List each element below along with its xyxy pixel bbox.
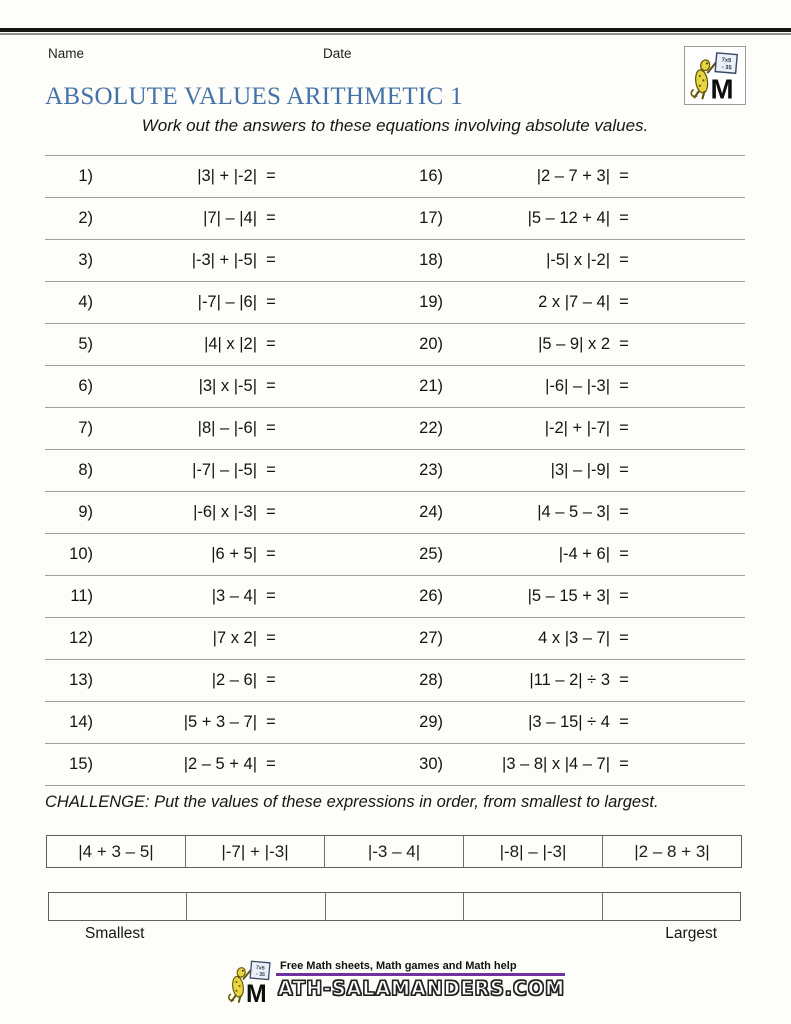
problem-expression: |-2| + |-7| [544, 419, 610, 437]
equals-sign: = [266, 377, 276, 395]
equals-sign: = [619, 587, 629, 605]
equals-sign: = [266, 251, 276, 269]
problem-number: 19) [419, 293, 443, 311]
answer-space[interactable] [638, 324, 745, 365]
answer-space[interactable] [285, 534, 395, 575]
problem-number: 18) [419, 251, 443, 269]
problem-number: 23) [419, 461, 443, 479]
answer-space[interactable] [285, 744, 395, 785]
problem-expression: |4| x |2| [204, 335, 257, 353]
problem-number: 30) [419, 755, 443, 773]
meta-row [0, 46, 791, 64]
page-title: ABSOLUTE VALUES ARITHMETIC 1 [45, 83, 463, 110]
equals-sign: = [619, 545, 629, 563]
problem-expression: |3| – |-9| [550, 461, 610, 479]
problem-expression: |7| – |4| [203, 209, 257, 227]
equals-sign: = [266, 209, 276, 227]
challenge-instruction: CHALLENGE: Put the values of these expressions in order, from smallest to largest. [45, 793, 659, 811]
equals-sign: = [266, 335, 276, 353]
answer-space[interactable] [638, 450, 745, 491]
footer-purple-rule [276, 973, 565, 976]
problem-expression: |-6| x |-3| [193, 503, 257, 521]
equals-sign: = [266, 755, 276, 773]
answer-space[interactable] [285, 282, 395, 323]
problem-number: 21) [419, 377, 443, 395]
answer-boxes-row [48, 892, 741, 921]
equals-sign: = [266, 167, 276, 185]
answer-space[interactable] [638, 744, 745, 785]
answer-space[interactable] [285, 366, 395, 407]
answer-box[interactable] [325, 893, 463, 920]
answer-space[interactable] [638, 534, 745, 575]
problem-expression: |-5| x |-2| [546, 251, 610, 269]
footer [0, 957, 791, 1007]
problem-number: 15) [69, 755, 93, 773]
instructions: Work out the answers to these equations involving absolute values. [141, 116, 649, 135]
problem-expression: |5 – 12 + 4| [527, 209, 610, 227]
problem-number: 9) [78, 503, 93, 521]
answer-space[interactable] [285, 408, 395, 449]
problem-number: 3) [78, 251, 93, 269]
problems-table [45, 155, 745, 786]
equals-sign: = [619, 335, 629, 353]
table-row [45, 744, 745, 786]
table-row [45, 702, 745, 744]
answer-space[interactable] [285, 156, 395, 197]
problem-expression: |3 – 4| [211, 587, 257, 605]
answer-box[interactable] [186, 893, 324, 920]
problem-number: 17) [419, 209, 443, 227]
challenge-expression-cell: |4 + 3 – 5| [78, 841, 154, 861]
problem-expression: |11 – 2| ÷ 3 [529, 671, 610, 689]
table-row [45, 618, 745, 660]
answer-space[interactable] [638, 282, 745, 323]
equals-sign: = [619, 167, 629, 185]
table-row [45, 492, 745, 534]
table-row [45, 324, 745, 366]
problem-expression: |2 – 6| [211, 671, 257, 689]
problem-expression: |3| + |-2| [197, 167, 257, 185]
footer-salamander-logo-icon [226, 957, 274, 1007]
problem-number: 5) [78, 335, 93, 353]
table-row [45, 240, 745, 282]
equals-sign: = [619, 419, 629, 437]
answer-space[interactable] [285, 198, 395, 239]
problem-expression: |6 + 5| [211, 545, 257, 563]
answer-space[interactable] [285, 576, 395, 617]
answer-space[interactable] [638, 156, 745, 197]
problem-expression: |3| x |-5| [198, 377, 257, 395]
table-row [45, 198, 745, 240]
problem-number: 25) [419, 545, 443, 563]
equals-sign: = [619, 293, 629, 311]
problem-number: 14) [69, 713, 93, 731]
problem-expression: |5 + 3 – 7| [183, 713, 257, 731]
answer-space[interactable] [638, 702, 745, 743]
equals-sign: = [266, 629, 276, 647]
challenge-expressions-row [46, 835, 742, 868]
problem-number: 7) [78, 419, 93, 437]
problem-number: 13) [69, 671, 93, 689]
answer-space[interactable] [285, 492, 395, 533]
equals-sign: = [266, 587, 276, 605]
problem-number: 10) [69, 545, 93, 563]
answer-box[interactable] [602, 893, 740, 920]
answer-space[interactable] [285, 618, 395, 659]
table-row [45, 408, 745, 450]
problem-expression: |-6| – |-3| [545, 377, 610, 395]
problem-expression: |-7| – |6| [197, 293, 257, 311]
problem-expression: |2 – 7 + 3| [536, 167, 610, 185]
answer-space[interactable] [638, 660, 745, 701]
problem-number: 16) [419, 167, 443, 185]
table-row [45, 366, 745, 408]
problem-expression: |8| – |-6| [197, 419, 257, 437]
equals-sign: = [266, 461, 276, 479]
answer-space[interactable] [285, 240, 395, 281]
problem-number: 28) [419, 671, 443, 689]
table-row [45, 660, 745, 702]
equals-sign: = [266, 671, 276, 689]
equals-sign: = [619, 503, 629, 521]
problem-expression: |4 – 5 – 3| [537, 503, 610, 521]
challenge-expression-cell: |-3 – 4| [324, 836, 463, 867]
answer-space[interactable] [285, 660, 395, 701]
largest-label: Largest [665, 925, 717, 942]
date-label: Date [323, 46, 352, 61]
problem-number: 4) [78, 293, 93, 311]
problem-number: 24) [419, 503, 443, 521]
problem-number: 20) [419, 335, 443, 353]
problem-number: 12) [69, 629, 93, 647]
answer-space[interactable] [638, 240, 745, 281]
problem-number: 22) [419, 419, 443, 437]
challenge-expression-cell: |-8| – |-3| [463, 836, 602, 867]
equals-sign: = [619, 209, 629, 227]
problem-number: 1) [78, 167, 93, 185]
equals-sign: = [619, 629, 629, 647]
answer-space[interactable] [638, 408, 745, 449]
table-row [45, 282, 745, 324]
equals-sign: = [619, 713, 629, 731]
name-label: Name [48, 46, 85, 61]
problem-expression: |-4 + 6| [558, 545, 610, 563]
problem-number: 8) [78, 461, 93, 479]
equals-sign: = [266, 293, 276, 311]
answer-space[interactable] [285, 450, 395, 491]
problem-expression: |5 – 9| x 2 [538, 335, 610, 353]
order-labels-row [45, 925, 745, 945]
problem-expression: |3 – 8| x |4 – 7| [502, 755, 610, 773]
problem-number: 26) [419, 587, 443, 605]
table-row [45, 450, 745, 492]
answer-box[interactable] [49, 893, 186, 920]
problem-number: 2) [78, 209, 93, 227]
problem-expression: |3 – 15| ÷ 4 [528, 713, 610, 731]
problem-expression: |-7| – |-5| [192, 461, 257, 479]
problem-expression: |2 – 5 + 4| [183, 755, 257, 773]
challenge-expression-cell: |-7| + |-3| [185, 836, 324, 867]
table-row [45, 156, 745, 198]
answer-space[interactable] [285, 324, 395, 365]
problem-expression: |7 x 2| [212, 629, 257, 647]
top-rule [0, 28, 791, 35]
smallest-label: Smallest [85, 925, 145, 942]
answer-space[interactable] [638, 576, 745, 617]
equals-sign: = [266, 419, 276, 437]
problem-number: 11) [70, 587, 93, 605]
footer-site-text: ATH-SALAMANDERS.COM [278, 977, 565, 1001]
equals-sign: = [619, 755, 629, 773]
equals-sign: = [266, 713, 276, 731]
problem-expression: 2 x |7 – 4| [538, 293, 610, 311]
problem-expression: 4 x |3 – 7| [538, 629, 610, 647]
equals-sign: = [266, 503, 276, 521]
answer-space[interactable] [285, 702, 395, 743]
equals-sign: = [619, 671, 629, 689]
equals-sign: = [619, 461, 629, 479]
answer-box[interactable] [463, 893, 601, 920]
answer-space[interactable] [638, 366, 745, 407]
answer-space[interactable] [638, 198, 745, 239]
table-row [45, 576, 745, 618]
challenge-expression-cell: |2 – 8 + 3| [602, 836, 741, 867]
equals-sign: = [619, 251, 629, 269]
table-row [45, 534, 745, 576]
equals-sign: = [619, 377, 629, 395]
problem-number: 27) [419, 629, 443, 647]
answer-space[interactable] [638, 492, 745, 533]
footer-tagline: Free Math sheets, Math games and Math help [280, 960, 517, 972]
equals-sign: = [266, 545, 276, 563]
problem-expression: |-3| + |-5| [191, 251, 257, 269]
problem-expression: |5 – 15 + 3| [527, 587, 610, 605]
problem-number: 6) [78, 377, 93, 395]
answer-space[interactable] [638, 618, 745, 659]
problem-number: 29) [419, 713, 443, 731]
